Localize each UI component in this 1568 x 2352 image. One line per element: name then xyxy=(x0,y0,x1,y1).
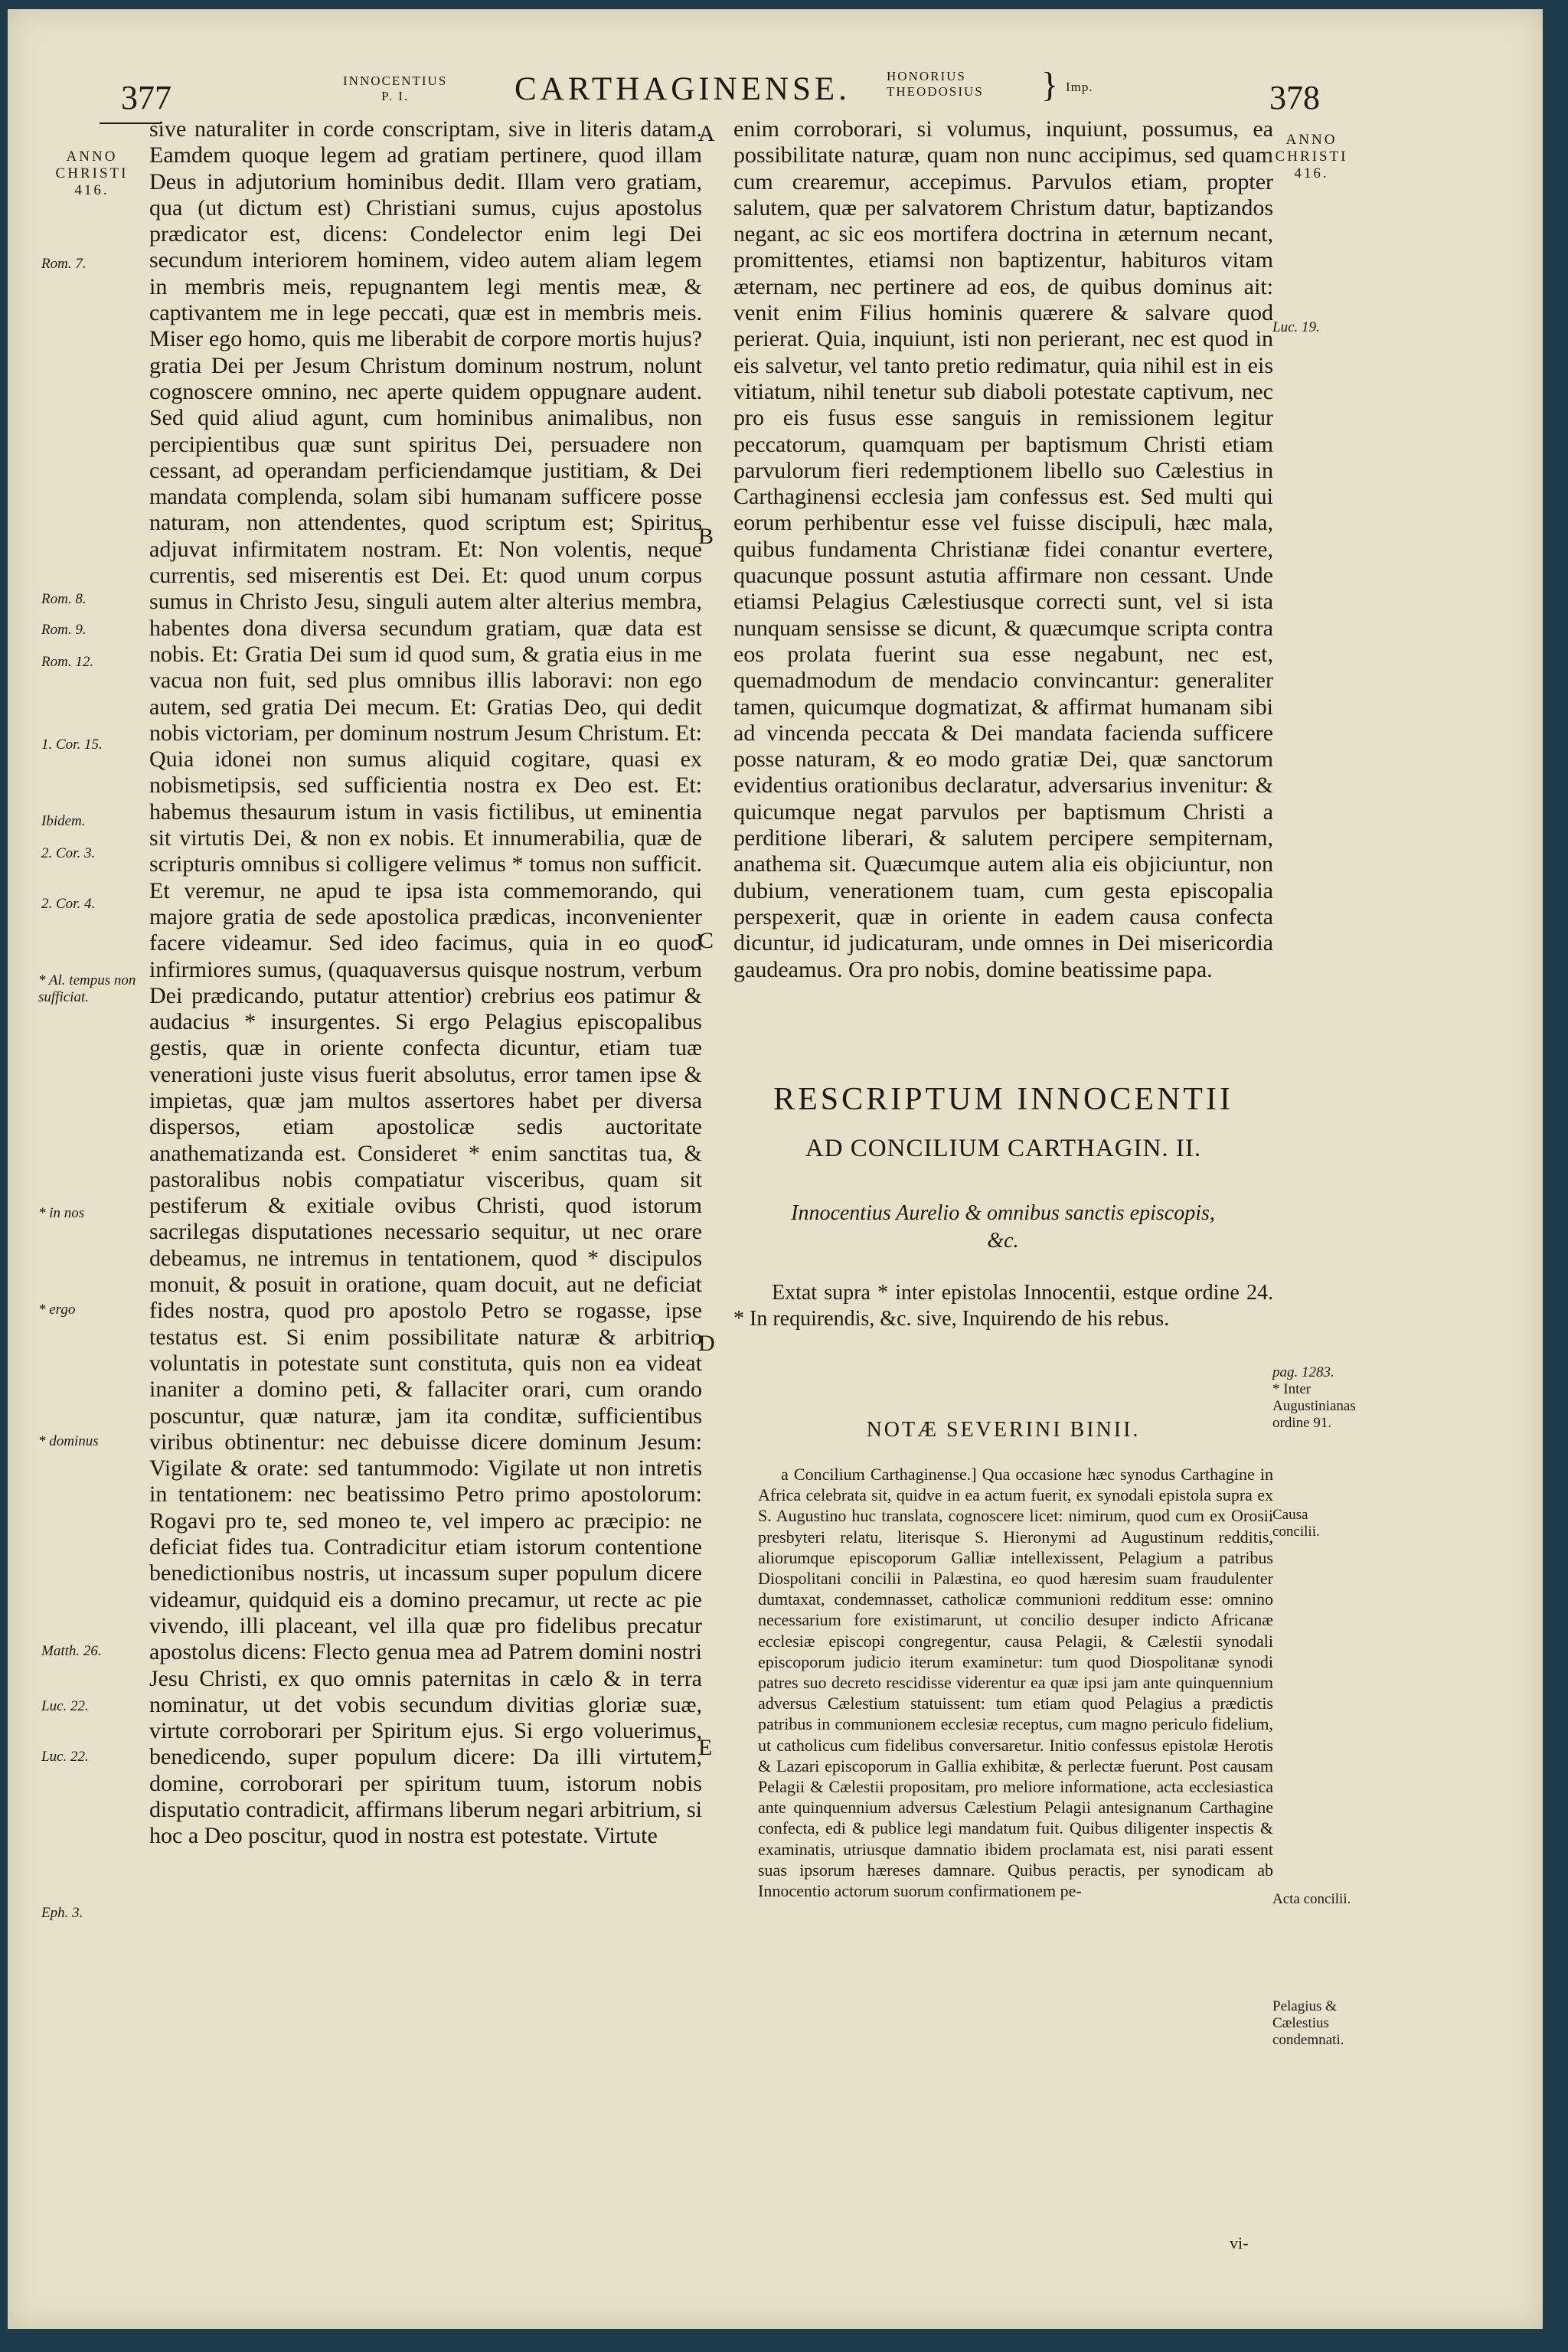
notae-text: a Concilium Carthaginense.] Qua occasione hæc synodus Carthagine in Africa celebrata sit, quidve in ea actum fuerit, ex synodali epistola supra ex S. Augustino huc translata, cognoscere licet: nimirum, quod cum ex Orosii presbyteri relatu, literisque S. Hieronymi ad Augustinum redditis, aliorumque episcoporum Galliæ intellexissent, Pelagium a patribus Diospolitani concilii in Palæstina, eo quod hæresim suam fraudulenter dumtaxat, condemnasset, catholicæ communioni redditum esse: omnino necessarium fore existimarunt, ut concilio desuper indicto Africanæ ecclesiæ episcopi congregentur, causa Pelagii, & Cælestii synodali episcoporum judicio iterum examinetur: tum quod Diospolitanæ synodi patres suo decreto rescidisse viderentur ea quæ ipsi jam ante quinquennium adversus Cælestium statuissent: tum etiam quod Pelagius a prædictis patribus in communionem ecclesiæ receptus, cum magno periculo fidelium, ut catholicus cum fidelibus conversaretur. Initio confessus epistolæ Herotis & Lazari episcoporum in Gallia exhibitæ, & perlectæ fuerunt. Post causam Pelagii & Cælestii propositam, pro meliore informatione, acta ecclesiastica ante quinquennium adversus Cælestium Pelagii antesignanum Carthagine confecta, edi & publice legi mandatum fuit. Quibus diligenter inspectis & examinatis, utriusque damnatio ibidem proclamata est, nisi parati essent suas ipsorum hæreses damnare. Quibus peractis, per synodicam ab Innocentio actorum suorum confirmationem pe- xyxy=(758,1465,1273,1901)
margin-note-tempus: * Al. tempus non sufficiat. xyxy=(38,972,136,1005)
margin-note-rom8: Rom. 8. xyxy=(41,591,87,607)
margin-note-inter-aug: * Inter Augustinianas ordine 91. xyxy=(1272,1381,1356,1431)
year-label: 416. xyxy=(1294,165,1329,181)
pope-name: INNOCENTIUS xyxy=(343,74,448,88)
margin-note-luc22b: Luc. 22. xyxy=(41,1749,89,1765)
margin-note-2cor3: 2. Cor. 3. xyxy=(41,845,96,861)
christi-label: CHRISTI xyxy=(55,165,129,181)
notae-title: NOTÆ SEVERINI BINII. xyxy=(866,1418,1141,1442)
margin-note-eph3: Eph. 3. xyxy=(41,1905,83,1921)
rescriptum-address: Innocentius Aurelio & omnibus sanctis episcopis, &c. xyxy=(791,1201,1215,1253)
margin-note-causa: Causa concilii. xyxy=(1272,1507,1320,1540)
middle-column-text: enim corroborari, si volumus, inquiunt, possumus, ea possibilitate naturæ, quam non nunc accipimus, sed quam cum crearemur, accepimus. Parvulos etiam, propter salutem, quæ per salvatorem Christum datur, baptizandos negant, ac sic eos mortifera doctrina in æternum necant, promittentes, etiamsi non baptizentur, habituros vitam æternam, nec pertinere ad eos, de quibus dominus ait: venit enim Filius hominis quærere & salvare quod perierat. Quia, inquiunt, isti non perierant, nec est quod in eis salvetur, vel tanto pretio redimatur, quia nihil est in eis vitiatum, nihil tenetur sub diaboli potestate captivum, nec pro eis fusus esse sanguis in remissionem legitur peccatorum, quamquam per baptismum Christi etiam parvulorum fieri redemptionem libello suo Cælestius in Carthaginensi ecclesia jam confessus est. Sed multi qui eorum perhibentur esse vel fuisse discipuli, hæc mala, quibus fundamenta Christianæ fidei conantur evertere, quacunque possunt astutia affirmare non cessant. Unde etiamsi Pelagius Cælestiusque correcti sunt, vel si ista nunquam sensisse se dicunt, & quæcumque scripta contra eos prolata fuerint sua esse negabunt, nec est, quemadmodum de mendacio convincantur: generaliter tamen, quicumque dogmatizat, & affirmat humanam sibi ad vincenda peccata & Dei mandata facienda sufficere posse naturam, & eo modo gratiæ Dei, quæ sanctorum evidentius orationibus declaratur, adversarius invenitur: & quicumque negat parvulos per baptismum Christi a perditione liberari, & salutem percipere sempiternam, anathema sit. Quæcumque autem alia eis objiciuntur, non dubium, venerationem tuam, cum gesta episcopalia perspexerit, quæ in oriente in eadem causa confecta dicuntur, id judicaturam, unde omnes in Dei misericordia gaudeamus. Ora pro nobis, domine beatissime papa. xyxy=(733,116,1273,982)
margin-note-rom7: Rom. 7. xyxy=(41,256,87,272)
section-letter-e: E xyxy=(698,1735,713,1760)
header-brace: } xyxy=(1041,65,1059,104)
margin-note-2cor4: 2. Cor. 4. xyxy=(41,896,96,912)
running-head-title: CARTHAGINENSE. xyxy=(514,71,851,107)
anno-left xyxy=(54,149,130,199)
running-head-emperors xyxy=(887,69,984,100)
christi-label: CHRISTI xyxy=(1275,149,1348,165)
notae-text-block xyxy=(758,1464,1273,2230)
rescriptum-title: RESCRIPTUM INNOCENTII xyxy=(773,1082,1233,1117)
emperor-theodosius: THEODOSIUS xyxy=(887,84,984,99)
running-head-pope xyxy=(343,74,447,104)
margin-note-ibidem: Ibidem. xyxy=(41,813,86,829)
margin-note-1cor15: 1. Cor. 15. xyxy=(41,737,103,753)
anno-label: ANNO xyxy=(1285,132,1338,148)
page-number-left: 377 xyxy=(121,79,172,116)
middle-column xyxy=(733,116,1273,1070)
book-page xyxy=(8,9,1543,2329)
margin-note-pelagius: Pelagius & Cælestius condemnati. xyxy=(1272,1998,1344,2048)
anno-label: ANNO xyxy=(66,149,118,165)
margin-note-dominus: * dominus xyxy=(38,1433,99,1449)
section-letter-c: C xyxy=(698,928,714,953)
left-column-text: sive naturaliter in corde conscriptam, sive in literis datam. Eamdem quoque legem ad gratiam pertinere, quod illam Deus in adjutorium hominibus dedit. Illam vero gratiam, qua (ut dictum est) Christiani sumus, cujus apostolus prædicator est, dicens: Condelector enim legi Dei secundum interiorem hominem, video autem aliam legem in membris meis, repugnantem legi mentis meæ, & captivantem me in lege peccati, quæ est in membris meis. Miser ego homo, quis me liberabit de corpore mortis hujus? gratia Dei per Jesum Christum dominum nostrum, nolunt cognoscere omnino, nec aperte quidem oppugnare audent. Sed quid aliud agunt, cum hominibus animalibus, non percipientibus quæ sunt spiritus Dei, persuadere non cessant, ad operandam perficiendamque justitiam, & Dei mandata complenda, solam sibi humanam sufficere posse naturam, non attendentes, quod scriptum est; Spiritus adjuvat infirmitatem nostram. Et: Non volentis, neque currentis, sed miserentis est Dei. Et: quod unum corpus sumus in Christo Jesu, singuli autem alter alterius membra, habentes dona diversa secundum gratiam, quæ data est nobis. Et: Gratia Dei sum id quod sum, & gratia eius in me vacua non fuit, sed plus omnibus illis laboravi: non ego autem, sed gratia Dei mecum. Et: Gratias Deo, qui dedit nobis victoriam, per dominum nostrum Jesum Christum. Et: Quia idonei non sumus aliquid cogitare, quasi ex nobismetipsis, sed sufficientia nostra ex Deo est. Et: habemus thesaurum istum in vasis fictilibus, ut eminentia sit virtutis Dei, & non ex nobis. Et innumerabilia, quæ de scripturis omnibus si colligere velimus * tomus non sufficit. Et veremur, ne apud te ipsa ista commemorando, qui majore gratia de sede apostolica prædicas, inconvenienter facere videamur. Sed ideo facimus, quia in eo quod infirmiores sumus, (quaquaversus quisque nostrum, verbum Dei prædicando, putatur attentior) crebrius eos patimur & audacius * insurgentes. Si ergo Pelagius episcopalibus gestis, quæ in oriente confecta dicuntur, etiam tuæ venerationi juste visus fuerit absolutus, error tamen ipse & impietas, quæ jam multos assertores habet per diversa dispersos, etiam apostolicæ sedis auctoritate anathematizanda est. Consideret * enim sanctitas tua, & pastoralibus nobis compatiatur visceribus, quam sit pestiferum & exitiale ovibus Christi, quod istorum sacrilegas disputationes necessario sequitur, ut nec orare debeamus, ne intremus in tentationem, quod * discipulos monuit, & posuit in oratione, quam docuit, aut ne deficiat fides nostra, quod pro apostolo Petro se rogasse, ipse testatus est. Si enim possibilitate naturæ & arbitrio voluntatis in potestate sunt constituta, quis non ea videat inaniter a domino peti, & fallaciter orari, cum orando poscuntur, quæ naturæ, jam ita conditæ, sufficientibus viribus obtinentur: nec debuisse dicere dominum Jesum: Vigilate & orate: sed tantummodo: Vigilate ut non intretis in tentationem: nec beatissimo Petro primo apostolorum: Rogavi pro te, sed moneo te, vel impero ac præcipio: ne deficiat fides tua. Contradicitur etiam istorum contentione benedictionibus nostris, ut incassum super populum dicere videamur, quidquid eis a domino precamur, ut recte ac pie vivendo, illi placeant, vel illa quæ pro fidelibus precatur apostolus dicens: Flecto genua mea ad Patrem domini nostri Jesu Christi, ex quo omnis paternitas in cælo & in terra nominatur, ut det vobis secundum divitias gloriæ suæ, virtute corroborari per Spiritum ejus. Si ergo voluerimus, benedicendo, super populum dicere: Da illi virtutem, domine, corroborari per spiritum tuum, istorum nobis disputatio contradicit, affirmans liberum negari arbitrium, si hoc a Deo poscitur, quod in nostra est potestate. Virtute xyxy=(149,116,702,1849)
rescriptum-subtitle: AD CONCILIUM CARTHAGIN. II. xyxy=(805,1135,1202,1162)
margin-note-luc22a: Luc. 22. xyxy=(41,1698,89,1714)
margin-note-luc19: Luc. 19. xyxy=(1272,319,1320,335)
year-label: 416. xyxy=(74,182,109,198)
left-column xyxy=(149,116,702,2138)
margin-note-rom9: Rom. 9. xyxy=(41,622,87,638)
margin-note-acta: Acta concilii. xyxy=(1272,1891,1351,1907)
margin-note-in-nos: * in nos xyxy=(38,1205,85,1221)
margin-note-matth26: Matth. 26. xyxy=(41,1643,102,1659)
section-letter-d: D xyxy=(698,1331,715,1356)
margin-note-ergo: * ergo xyxy=(38,1302,76,1318)
margin-note-pag: pag. 1283. xyxy=(1272,1364,1334,1380)
header-imp: Imp. xyxy=(1066,80,1093,94)
section-letter-a: A xyxy=(698,121,715,146)
page-number-right: 378 xyxy=(1269,79,1320,116)
section-letter-b: B xyxy=(698,524,714,549)
extat-note: Extat supra * inter epistolas Innocentii, estque ordine 24. * In requirendis, &c. sive, Inquirendo de his rebus. xyxy=(733,1281,1273,1331)
anno-right xyxy=(1269,132,1354,182)
pope-number: P. I. xyxy=(381,89,410,103)
catchword: vi- xyxy=(1230,2233,1249,2252)
margin-note-rom12: Rom. 12. xyxy=(41,654,94,670)
emperor-honorius: HONORIUS xyxy=(887,69,966,83)
